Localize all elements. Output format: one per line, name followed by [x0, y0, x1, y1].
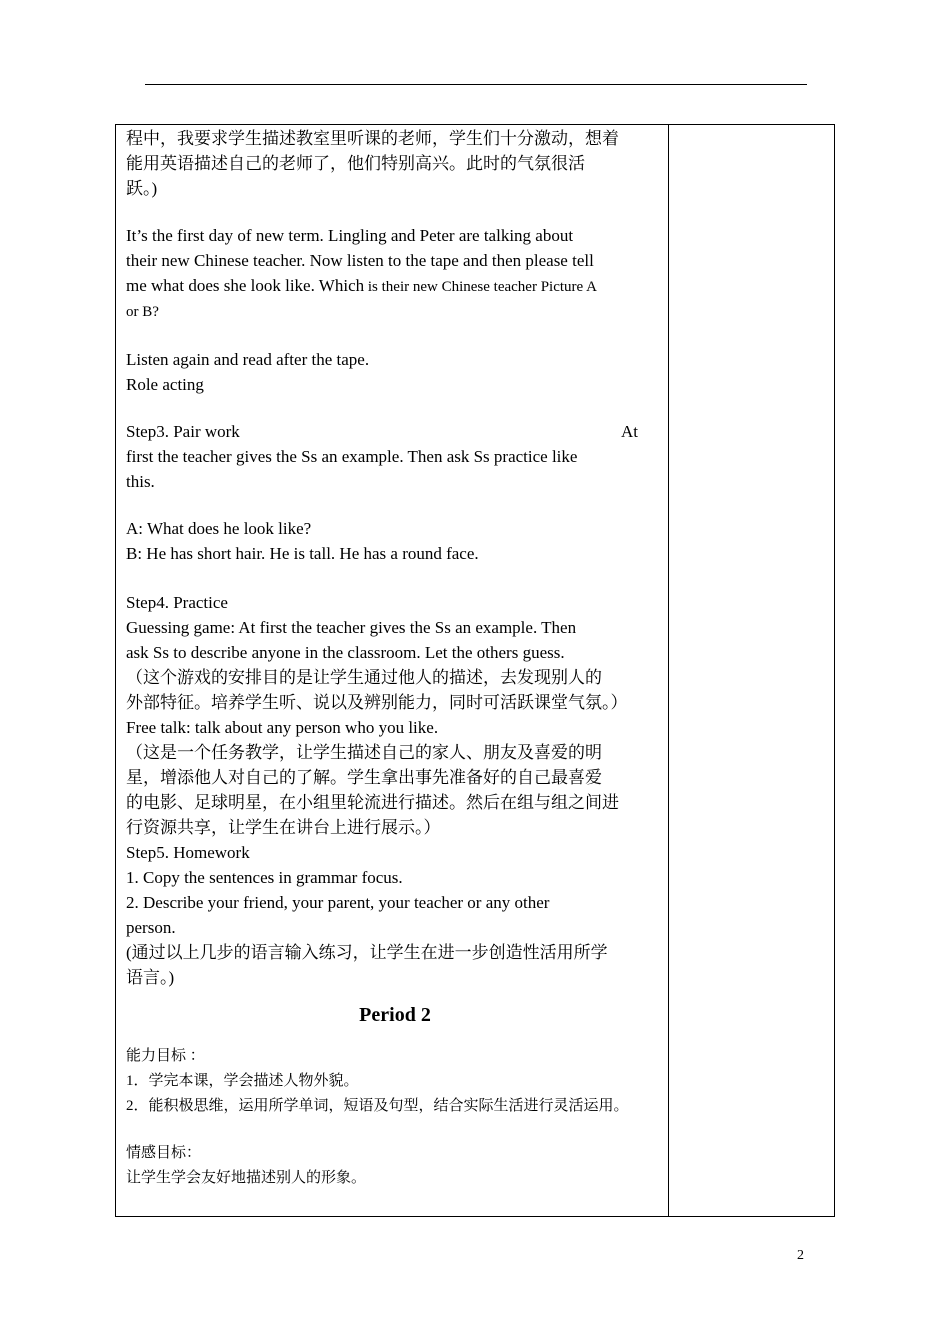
text-line: or B? [126, 304, 159, 320]
text-line: Role acting [126, 375, 204, 394]
text-line: 能用英语描述自己的老师了，他们特别高兴。此时的气氛很活 [126, 154, 585, 173]
text-line: Guessing game: At first the teacher gives the Ss an example. Then [126, 618, 577, 637]
text-line: 星，增添他人对自己的了解。学生拿出事先准备好的自己最喜爱 [126, 768, 602, 787]
text-line: 行资源共享，让学生在讲台上进行展示。） [126, 818, 441, 837]
text-line: 的电影、足球明星，在小组里轮流进行描述。然后在组与组之间进 [126, 793, 619, 812]
text-line: (通过以上几步的语言输入练习，让学生在进一步创造性活用所学 [126, 943, 608, 962]
text-line: ask Ss to describe anyone in the classroom. Let the others guess. [126, 643, 565, 662]
text-line: 程中，我要求学生描述教室里听课的老师，学生们十分激动，想着 [126, 129, 619, 148]
header-rule [145, 84, 807, 85]
text-line: 1．学完本课，学会描述人物外貌。 [126, 1073, 359, 1089]
text-run-small: is their new Chinese teacher Picture A [364, 279, 597, 295]
dialogue-line: A: What does he look like? [126, 519, 312, 538]
text-line: 语言。) [126, 968, 175, 987]
text-line: 跃。) [126, 179, 158, 198]
page-number: 2 [797, 1248, 804, 1263]
text-line [126, 273, 664, 300]
text-line: person. [126, 918, 176, 937]
text-line: Listen again and read after the tape. [126, 350, 370, 369]
step3-trailing-word: At [621, 422, 638, 441]
text-line: It’s the first day of new term. Lingling and Peter are talking about [126, 226, 574, 245]
step3-heading: Step3. Pair work [126, 422, 240, 441]
text-line: Free talk: talk about any person who you like. [126, 718, 439, 737]
text-line: 2. Describe your friend, your parent, your teacher or any other [126, 893, 550, 912]
text-line: 2．能积极思维，运用所学单词，短语及句型，结合实际生活进行灵活运用。 [126, 1098, 629, 1114]
lesson-plan-table [115, 124, 835, 1217]
text-line: Step4. Practice [126, 593, 228, 612]
text-run: me what does she look like. Which [126, 276, 365, 295]
lesson-content-cell [126, 126, 664, 1191]
text-line: first the teacher gives the Ss an example. Then ask Ss practice like [126, 447, 578, 466]
text-line: their new Chinese teacher. Now listen to the tape and then please tell [126, 251, 594, 270]
text-line: 情感目标： [126, 1145, 202, 1161]
text-line: （这个游戏的安排目的是让学生通过他人的描述，去发现别人的 [126, 668, 602, 687]
text-line: 1. Copy the sentences in grammar focus. [126, 868, 403, 887]
text-line: 让学生学会友好地描述别人的形象。 [126, 1170, 367, 1186]
text-line: 外部特征。培养学生听、说以及辨别能力，同时可活跃课堂气氛。） [126, 693, 628, 712]
text-line: （这是一个任务教学，让学生描述自己的家人、朋友及喜爱的明 [126, 743, 602, 762]
text-line: Step5. Homework [126, 843, 250, 862]
dialogue-line: B: He has short hair. He is tall. He has a round face. [126, 544, 479, 563]
column-divider [668, 125, 669, 1216]
period-title: Period 2 [359, 1004, 431, 1026]
step3-line [126, 419, 664, 444]
text-line: 能力目标 ： [126, 1048, 205, 1064]
text-line: this. [126, 472, 155, 491]
